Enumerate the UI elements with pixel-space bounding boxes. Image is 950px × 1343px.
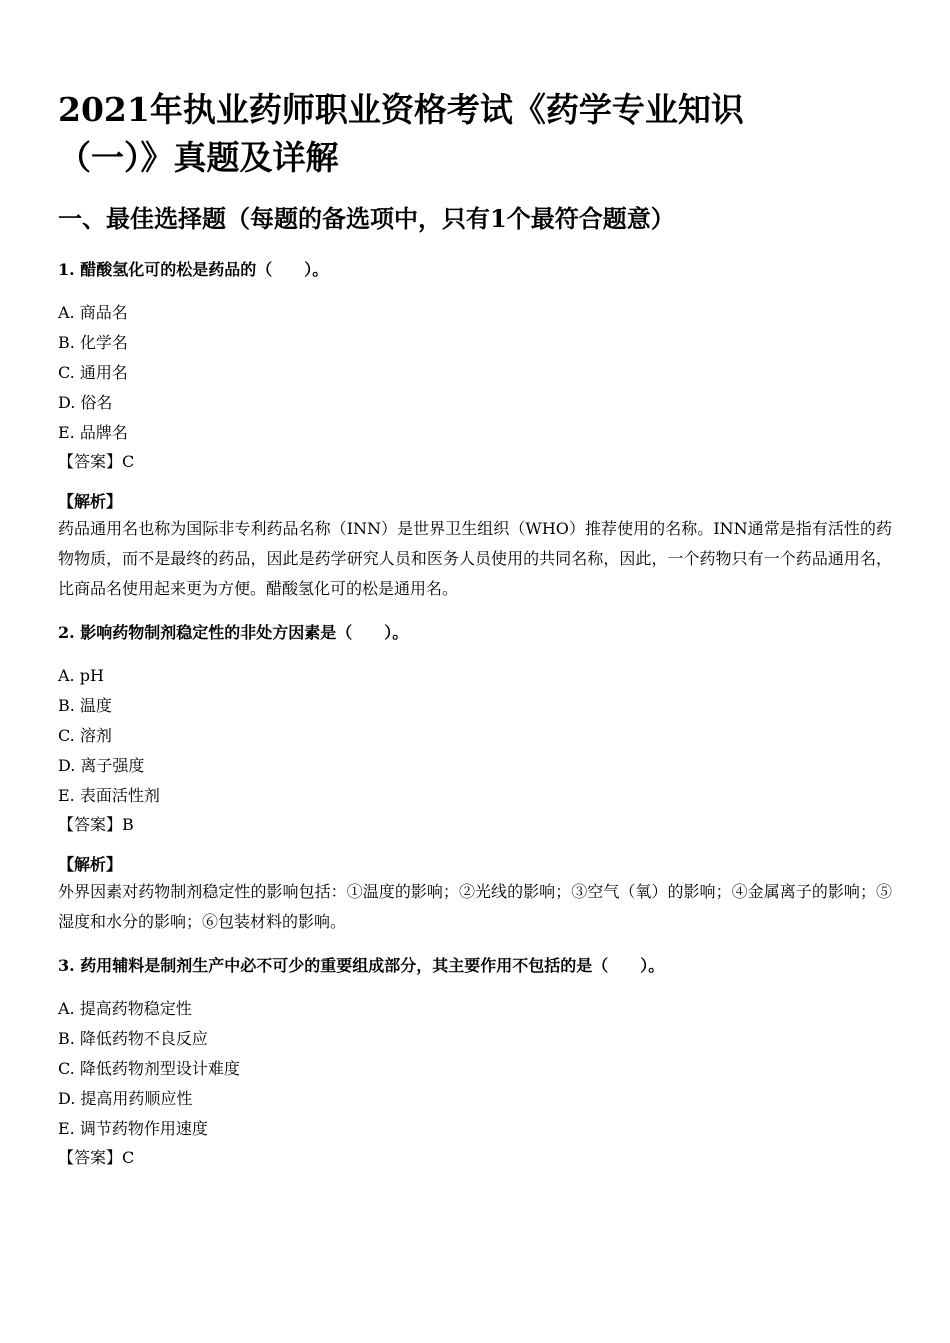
option-a: A. 商品名 xyxy=(58,303,128,322)
question-2 xyxy=(58,621,892,937)
analysis-label: 【解析】 xyxy=(58,492,123,511)
option-d: D. 提高用药顺应性 xyxy=(58,1089,193,1108)
option-e: E. 调节药物作用速度 xyxy=(58,1119,208,1138)
analysis-label: 【解析】 xyxy=(58,855,123,874)
option-a: A. 提高药物稳定性 xyxy=(58,999,192,1018)
option-b: B. 化学名 xyxy=(58,333,128,352)
answer: 【答案】C xyxy=(58,452,135,471)
option-c: C. 溶剂 xyxy=(58,726,112,745)
option-b: B. 温度 xyxy=(58,696,112,715)
document-title: 2021年执业药师职业资格考试《药学专业知识（一）》真题及详解 xyxy=(58,90,744,177)
option-d: D. 离子强度 xyxy=(58,756,145,775)
answer: 【答案】C xyxy=(58,1148,135,1167)
question-3 xyxy=(58,954,892,1172)
analysis-text: 药品通用名也称为国际非专利药品名称（INN）是世界卫生组织（WHO）推荐使用的名称。INN通常是指有活性的药物物质，而不是最终的药品，因此是药学研究人员和医务人员使用的共同名称，因此，一个药物只有一个药品通用名，比商品名使用起来更为方便。醋酸氢化可的松是通用名。 xyxy=(58,519,892,598)
option-c: C. 通用名 xyxy=(58,363,128,382)
option-d: D. 俗名 xyxy=(58,393,113,412)
option-c: C. 降低药物剂型设计难度 xyxy=(58,1059,240,1078)
question-1 xyxy=(58,258,892,604)
option-e: E. 品牌名 xyxy=(58,423,128,442)
section-title: 一、最佳选择题（每题的备选项中，只有1个最符合题意） xyxy=(58,204,675,233)
option-a: A. pH xyxy=(58,666,104,685)
analysis-text: 外界因素对药物制剂稳定性的影响包括：①温度的影响；②光线的影响；③空气（氧）的影响；④金属离子的影响；⑤湿度和水分的影响；⑥包装材料的影响。 xyxy=(58,882,892,931)
answer: 【答案】B xyxy=(58,815,134,834)
question-stem: 3. 药用辅料是制剂生产中必不可少的重要组成部分，其主要作用不包括的是（ ）。 xyxy=(58,956,665,975)
question-stem: 1. 醋酸氢化可的松是药品的（ ）。 xyxy=(58,260,329,279)
question-stem: 2. 影响药物制剂稳定性的非处方因素是（ ）。 xyxy=(58,623,409,642)
option-e: E. 表面活性剂 xyxy=(58,786,160,805)
option-b: B. 降低药物不良反应 xyxy=(58,1029,208,1048)
